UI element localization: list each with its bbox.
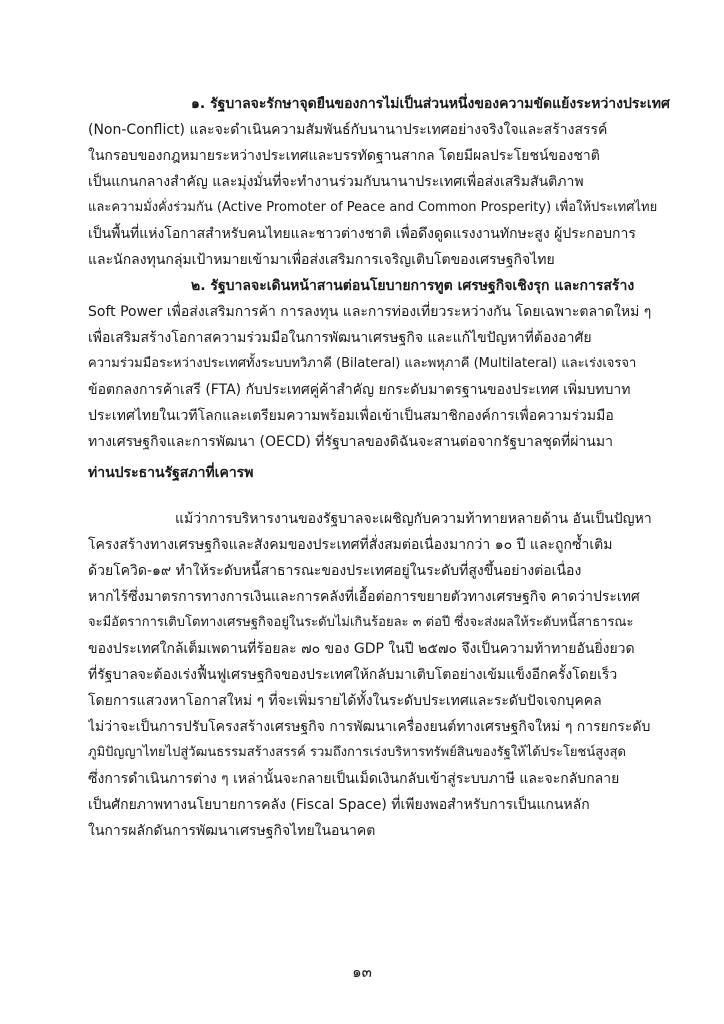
text-line: ข้อตกลงการค้าเสรี (FTA) กับประเทศคู่ค้าสำคัญ ยกระดับมาตรฐานของประเทศ เพิ่มบทบาท <box>88 382 631 398</box>
text-line: และความมั่งคั่งร่วมกัน (Active Promoter of Peace and Common Prosperity) เพื่อให้ประเทศไทย <box>88 200 658 215</box>
section-2-title: ๒. รัฐบาลจะเดินหน้าสานต่อนโยบายการทูต เศรษฐกิจเชิงรุก และการสร้าง <box>191 278 635 294</box>
text-line: ไม่ว่าจะเป็นการปรับโครงสร้างเศรษฐกิจ การพัฒนาเครื่องยนต์ทางเศรษฐกิจใหม่ ๆ การยกระดับ <box>88 719 651 735</box>
text-line: ซึ่งการดำเนินการต่าง ๆ เหล่านั้นจะกลายเป็นเม็ดเงินกลับเข้าสู่ระบบภาษี และจะกลับกลาย <box>88 771 620 787</box>
text-line: ความร่วมมือระหว่างประเทศทั้งระบบทวิภาคี (Bilateral) และพหุภาคี (Multilateral) และเร่งเจรจา <box>88 356 637 371</box>
text-line: ภูมิปัญญาไทยไปสู่วัฒนธรรมสร้างสรรค์ รวมถึงการเร่งบริหารทรัพย์สินของรัฐให้ได้ประโยชน์สูงสุด <box>88 745 626 760</box>
text-line: เป็นแกนกลางสำคัญ และมุ่งมั่นที่จะทำงานร่วมกับนานาประเทศเพื่อส่งเสริมสันติภาพ <box>88 174 584 190</box>
address-heading: ท่านประธานรัฐสภาที่เคารพ <box>88 465 254 481</box>
text-line: ที่รัฐบาลจะต้องเร่งฟื้นฟูเศรษฐกิจของประเทศให้กลับมาเติบโตอย่างเข้มแข็งอีกครั้งโดยเร็ว <box>88 667 618 683</box>
text-line: หากไร้ซึ่งมาตรการทางการเงินและการคลังที่เอื้อต่อการขยายตัวทางเศรษฐกิจ คาดว่าประเทศ <box>88 589 640 605</box>
text-line: แม้ว่าการบริหารงานของรัฐบาลจะเผชิญกับความท้าทายหลายด้าน อันเป็นปัญหา <box>175 511 652 527</box>
text-line: และนักลงทุนกลุ่มเป้าหมายเข้ามาเพื่อส่งเสริมการเจริญเติบโตของเศรษฐกิจไทย <box>88 252 555 268</box>
text-line: ในการผลักดันการพัฒนาเศรษฐกิจไทยในอนาคต <box>88 823 376 839</box>
section-1-title: ๑. รัฐบาลจะรักษาจุดยืนของการไม่เป็นส่วนหนึ่งของความขัดแย้งระหว่างประเทศ <box>191 96 670 112</box>
text-line: ในกรอบของกฎหมายระหว่างประเทศและบรรทัดฐานสากล โดยมีผลประโยชน์ของชาติ <box>88 148 600 164</box>
text-line: โครงสร้างทางเศรษฐกิจและสังคมของประเทศที่สั่งสมต่อเนื่องมากว่า ๑๐ ปี และถูกซ้ำเติม <box>88 537 613 553</box>
text-line: เพื่อเสริมสร้างโอกาสความร่วมมือในการพัฒนาเศรษฐกิจ และแก้ไขปัญหาที่ต้องอาศัย <box>88 330 592 346</box>
text-line: จะมีอัตราการเติบโตทางเศรษฐกิจอยู่ในระดับไม่เกินร้อยละ ๓ ต่อปี ซึ่งจะส่งผลให้ระดับหนี้สาธารณะ <box>88 615 634 630</box>
text-line: ทางเศรษฐกิจและการพัฒนา (OECD) ที่รัฐบาลของดิฉันจะสานต่อจากรัฐบาลชุดที่ผ่านมา <box>88 434 613 450</box>
text-line: ของประเทศใกล้เต็มเพดานที่ร้อยละ ๗๐ ของ GDP ในปี ๒๕๗๐ จึงเป็นความท้าทายอันยิ่งยวด <box>88 641 635 657</box>
text-line: เป็นศักยภาพทางนโยบายการคลัง (Fiscal Space) ที่เพียงพอสำหรับการเป็นแกนหลัก <box>88 797 590 813</box>
text-line: เป็นพื้นที่แห่งโอกาสสำหรับคนไทยและชาวต่างชาติ เพื่อดึงดูดแรงงานทักษะสูง ผู้ประกอบการ <box>88 226 636 242</box>
text-line: ด้วยโควิด-๑๙ ทำให้ระดับหนี้สาธารณะของประเทศอยู่ในระดับที่สูงขึ้นอย่างต่อเนื่อง <box>88 563 582 579</box>
text-line: Soft Power เพื่อส่งเสริมการค้า การลงทุน และการท่องเที่ยวระหว่างกัน โดยเฉพาะตลาดใหม่ ๆ <box>88 304 652 320</box>
text-line: (Non-Conflict) และจะดำเนินความสัมพันธ์กับนานาประเทศอย่างจริงใจและสร้างสรรค์ <box>88 122 608 138</box>
page-number: ๑๓ <box>352 963 372 981</box>
text-line: โดยการแสวงหาโอกาสใหม่ ๆ ที่จะเพิ่มรายได้ทั้งในระดับประเทศและระดับปัจเจกบุคคล <box>88 693 602 709</box>
text-line: ประเทศไทยในเวทีโลกและเตรียมความพร้อมเพื่อเข้าเป็นสมาชิกองค์การเพื่อความร่วมมือ <box>88 408 614 424</box>
